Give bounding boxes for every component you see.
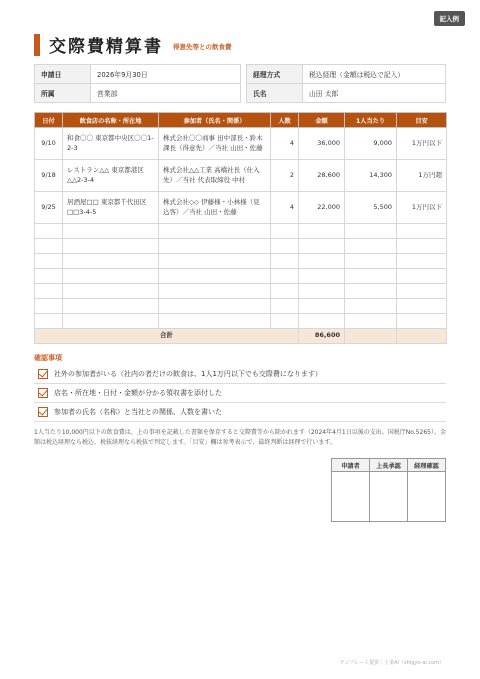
- row-venue[interactable]: レストラン△△ 東京都港区△△2-3-4: [63, 160, 159, 192]
- row-per-person: 9,000: [345, 128, 397, 160]
- header-guide: 目安: [397, 113, 447, 128]
- header-date: 日付: [35, 113, 63, 128]
- expense-table: [34, 112, 447, 344]
- confirm-heading: 確認事項: [34, 354, 62, 362]
- info-table: [34, 64, 446, 103]
- table-row: [35, 128, 447, 160]
- department-field[interactable]: 営業部: [91, 84, 241, 103]
- approval-supervisor-label: 上長承認: [370, 459, 408, 472]
- row-venue[interactable]: 和食〇〇 東京都中央区〇〇1-2-3: [63, 128, 159, 160]
- title-accent-bar: [34, 34, 40, 56]
- empty-row: [35, 239, 447, 254]
- approval-table: [331, 458, 446, 522]
- empty-row: [35, 284, 447, 299]
- table-row: [35, 160, 447, 192]
- row-per-person: 14,300: [345, 160, 397, 192]
- accounting-method-field[interactable]: 税込経理（金額は税込で記入）: [303, 65, 446, 84]
- row-amount[interactable]: 22,000: [299, 192, 345, 224]
- checkbox-checked[interactable]: [38, 407, 48, 417]
- total-row: [35, 329, 447, 344]
- header-amount: 金額: [299, 113, 345, 128]
- empty-row: [35, 299, 447, 314]
- row-participants[interactable]: 株式会社〇〇商事 田中部長・鈴木課長（得意先）／当社 山田・佐藤: [159, 128, 271, 160]
- header-per-person: 1人当たり: [345, 113, 397, 128]
- accounting-method-label: 経理方式: [247, 65, 303, 84]
- row-venue[interactable]: 居酒屋□□ 東京都千代田区□□3-4-5: [63, 192, 159, 224]
- header-venue: 飲食店の名称・所在地: [63, 113, 159, 128]
- confirm-item-text: 店名・所在地・日付・金額が分かる領収書を添付した: [54, 389, 222, 397]
- sample-badge: 記入例: [434, 11, 466, 26]
- total-label: 合計: [35, 329, 299, 344]
- approval-applicant-label: 申請者: [332, 459, 370, 472]
- approval-applicant-stamp[interactable]: [332, 472, 370, 522]
- row-amount[interactable]: 28,600: [299, 160, 345, 192]
- checkbox-checked[interactable]: [38, 388, 48, 398]
- row-count[interactable]: 4: [271, 192, 299, 224]
- row-guide: 1万円以下: [397, 128, 447, 160]
- application-date-label: 申請日: [35, 65, 91, 84]
- empty-row: [35, 269, 447, 284]
- table-row: [35, 192, 447, 224]
- checkbox-checked[interactable]: [38, 369, 48, 379]
- row-date[interactable]: 9/18: [35, 160, 63, 192]
- row-guide: 1万円以下: [397, 192, 447, 224]
- row-count[interactable]: 4: [271, 128, 299, 160]
- empty-row: [35, 314, 447, 329]
- row-date[interactable]: 9/10: [35, 128, 63, 160]
- approval-supervisor-stamp[interactable]: [370, 472, 408, 522]
- row-amount[interactable]: 36,000: [299, 128, 345, 160]
- expense-header-row: [35, 113, 447, 128]
- confirm-item[interactable]: [34, 365, 446, 384]
- row-guide: 1万円超: [397, 160, 447, 192]
- page-subtitle: 得意先等との飲食費: [173, 43, 232, 51]
- total-amount: 86,600: [299, 329, 345, 344]
- header-count: 人数: [271, 113, 299, 128]
- confirm-item[interactable]: [34, 384, 446, 403]
- confirm-item[interactable]: [34, 403, 446, 422]
- empty-row: [35, 254, 447, 269]
- note-text: 1人当たり10,000円以下の飲食費は、上の事項を記載した書類を保存すると交際費等から除かれます（2024年4月1日以後の支出。国税庁No.5265）。金額は税込経理なら税込、税抜経理なら税抜で判定します。「目安」欄は参考表示で、最終判断は経理で行います。: [34, 429, 446, 446]
- footer-credit: テンプレート提供｜士業AI（shigyo-ai.com）: [339, 660, 444, 666]
- application-date-field[interactable]: 2026年9月30日: [91, 65, 241, 84]
- empty-row: [35, 224, 447, 239]
- page-title: 交際費精算書: [49, 37, 163, 57]
- row-participants[interactable]: 株式会社◇◇ 伊藤様・小林様（見込客）／当社 山田・佐藤: [159, 192, 271, 224]
- name-field[interactable]: 山田 太郎: [303, 84, 446, 103]
- department-label: 所属: [35, 84, 91, 103]
- row-count[interactable]: 2: [271, 160, 299, 192]
- title-row: [34, 32, 232, 57]
- row-date[interactable]: 9/25: [35, 192, 63, 224]
- confirm-item-text: 社外の参加者がいる（社内の者だけの飲食は、1人1万円以下でも交際費になります）: [54, 370, 322, 378]
- header-participants: 参加者（氏名・関係）: [159, 113, 271, 128]
- confirm-item-text: 参加者の氏名（名称）と当社との関係、人数を書いた: [54, 408, 222, 416]
- approval-accounting-label: 経理確認: [408, 459, 446, 472]
- approval-accounting-stamp[interactable]: [408, 472, 446, 522]
- name-label: 氏名: [247, 84, 303, 103]
- row-per-person: 5,500: [345, 192, 397, 224]
- row-participants[interactable]: 株式会社△△工業 高橋社長（仕入先）／当社 代表取締役 中村: [159, 160, 271, 192]
